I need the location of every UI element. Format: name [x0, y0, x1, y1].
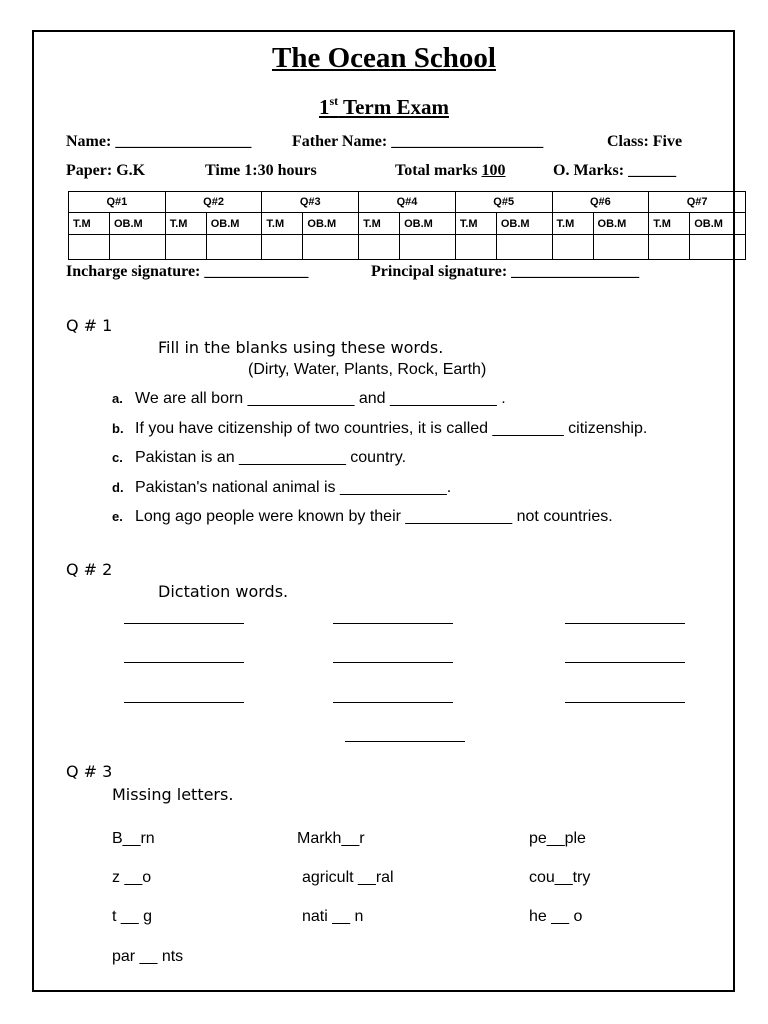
incharge-signature-field[interactable]: Incharge signature: _____________ — [66, 263, 309, 280]
total-marks-col: T.M — [262, 213, 303, 235]
marks-cell[interactable] — [206, 235, 262, 260]
missing-letter-word: z __o — [112, 869, 152, 886]
obtained-marks-col: OB.M — [690, 213, 746, 235]
marks-cell[interactable] — [69, 235, 110, 260]
marks-q1-header: Q#1 — [69, 192, 166, 213]
marks-cell[interactable] — [262, 235, 303, 260]
q3-instruction: Missing letters. — [112, 785, 234, 804]
principal-signature-field[interactable]: Principal signature: ________________ — [371, 263, 640, 280]
item-text: Pakistan's national animal is ____________. — [135, 479, 452, 496]
dictation-line[interactable] — [565, 702, 685, 703]
q1-word-bank: (Dirty, Water, Plants, Rock, Earth) — [248, 361, 487, 378]
marks-q6-header: Q#6 — [552, 192, 649, 213]
q1-item — [112, 479, 451, 497]
marks-entry-row — [69, 235, 746, 260]
total-marks-col: T.M — [165, 213, 206, 235]
obtained-marks-col: OB.M — [110, 213, 166, 235]
missing-letter-word: nati __ n — [302, 908, 364, 925]
marks-cell[interactable] — [359, 235, 400, 260]
exam-title — [0, 94, 768, 120]
total-marks-col: T.M — [649, 213, 690, 235]
marks-q5-header: Q#5 — [455, 192, 552, 213]
q1-instruction: Fill in the blanks using these words. — [158, 338, 444, 357]
dictation-line[interactable] — [333, 623, 453, 624]
item-text: If you have citizenship of two countries, it is called ________ citizenship. — [135, 420, 648, 437]
marks-table — [68, 191, 746, 260]
marks-cell[interactable] — [455, 235, 496, 260]
q2-heading: Q # 2 — [66, 560, 113, 579]
missing-letter-word: agricult __ral — [302, 869, 394, 886]
missing-letter-word: he __ o — [529, 908, 583, 925]
total-marks-col: T.M — [455, 213, 496, 235]
marks-q3-header: Q#3 — [262, 192, 359, 213]
dictation-line[interactable] — [345, 741, 465, 742]
marks-cell[interactable] — [649, 235, 690, 260]
item-label: e. — [112, 509, 123, 524]
item-text: Pakistan is an ____________ country. — [135, 449, 407, 466]
dictation-line[interactable] — [333, 662, 453, 663]
exam-ordinal-suffix: st — [329, 94, 339, 108]
item-label: a. — [112, 391, 123, 406]
marks-cell[interactable] — [552, 235, 593, 260]
missing-letter-word: B__rn — [112, 830, 155, 847]
item-text: We are all born ____________ and ____________ . — [135, 390, 506, 407]
item-text: Long ago people were known by their ____________ not countries. — [135, 508, 613, 525]
q1-item — [112, 449, 406, 467]
missing-letter-word: pe__ple — [529, 830, 586, 847]
q3-heading: Q # 3 — [66, 762, 113, 781]
marks-table-subheader-row — [69, 213, 746, 235]
missing-letter-word: cou__try — [529, 869, 591, 886]
marks-cell[interactable] — [110, 235, 166, 260]
marks-cell[interactable] — [593, 235, 649, 260]
missing-letter-word: t __ g — [112, 908, 153, 925]
marks-cell[interactable] — [165, 235, 206, 260]
total-marks-col: T.M — [552, 213, 593, 235]
time-label: Time 1:30 hours — [205, 162, 317, 179]
q2-instruction: Dictation words. — [158, 582, 289, 601]
obtained-marks-col: OB.M — [400, 213, 456, 235]
father-name-field[interactable]: Father Name: ___________________ — [292, 133, 544, 150]
marks-cell[interactable] — [400, 235, 456, 260]
total-marks-col: T.M — [69, 213, 110, 235]
name-field[interactable]: Name: _________________ — [66, 133, 252, 150]
total-marks-col: T.M — [359, 213, 400, 235]
missing-letter-word: Markh__r — [297, 830, 365, 847]
dictation-line[interactable] — [565, 662, 685, 663]
missing-letter-word: par __ nts — [112, 948, 184, 965]
q1-heading: Q # 1 — [66, 316, 113, 335]
obtained-marks-col: OB.M — [206, 213, 262, 235]
marks-q2-header: Q#2 — [165, 192, 262, 213]
obtained-marks-col: OB.M — [496, 213, 552, 235]
item-label: c. — [112, 450, 123, 465]
q1-item — [112, 420, 647, 438]
obtained-marks-col: OB.M — [303, 213, 359, 235]
exam-title-rest: Term Exam — [338, 95, 449, 119]
marks-table-header-row — [69, 192, 746, 213]
exam-ordinal: 1 — [318, 95, 330, 119]
marks-q7-header: Q#7 — [649, 192, 746, 213]
class-label: Class: Five — [607, 133, 683, 150]
q1-item — [112, 390, 506, 408]
total-marks-label: Total marks — [395, 162, 482, 179]
marks-q4-header: Q#4 — [359, 192, 456, 213]
dictation-line[interactable] — [565, 623, 685, 624]
obtained-marks-col: OB.M — [593, 213, 649, 235]
item-label: d. — [112, 480, 124, 495]
total-marks — [395, 162, 506, 180]
dictation-line[interactable] — [333, 702, 453, 703]
marks-cell[interactable] — [303, 235, 359, 260]
total-marks-value: 100 — [481, 162, 506, 179]
obtained-marks-field[interactable]: O. Marks: ______ — [553, 162, 677, 179]
paper-label: Paper: G.K — [66, 162, 146, 179]
marks-cell[interactable] — [690, 235, 746, 260]
item-label: b. — [112, 421, 124, 436]
dictation-line[interactable] — [124, 702, 244, 703]
dictation-line[interactable] — [124, 623, 244, 624]
marks-cell[interactable] — [496, 235, 552, 260]
school-title: The Ocean School — [272, 42, 496, 74]
dictation-line[interactable] — [124, 662, 244, 663]
q1-item — [112, 508, 613, 526]
